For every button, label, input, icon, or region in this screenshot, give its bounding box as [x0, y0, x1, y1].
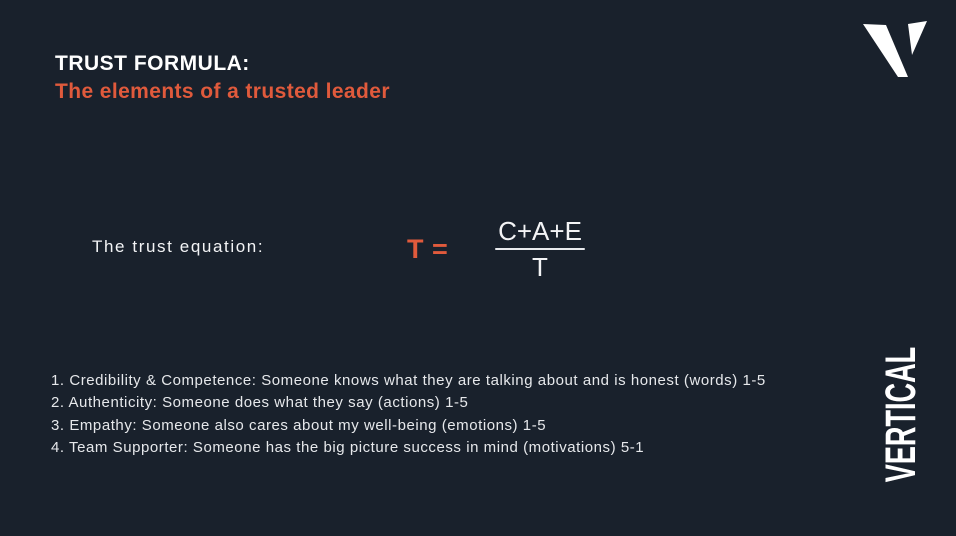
equation-label: The trust equation:: [92, 237, 265, 256]
vertical-v-logo-icon: [863, 21, 927, 77]
equation-fraction: [495, 217, 585, 281]
list-item-authenticity: 2. Authenticity: Someone does what they say (actions) 1-5: [51, 394, 469, 412]
slide-title: TRUST FORMULA:: [55, 52, 250, 75]
vertical-wordmark-text: VERTICAL: [876, 347, 925, 483]
trust-elements-list: [51, 370, 766, 459]
list-item-credibility: 1. Credibility & Competence: Someone knows what they are talking about and is honest (words) 1-5: [51, 372, 766, 389]
list-item-empathy: 3. Empathy: Someone also cares about my well-being (emotions) 1-5: [51, 416, 547, 434]
equation-lhs: T =: [407, 234, 449, 264]
slide-subtitle: The elements of a trusted leader: [55, 80, 390, 103]
fraction-divider-line: [495, 248, 585, 250]
equation-denominator: T: [532, 252, 548, 282]
list-item-team-supporter: 4. Team Supporter: Someone has the big picture success in mind (motivations) 5-1: [51, 438, 645, 456]
title-block: [55, 50, 390, 106]
equation-numerator: C+A+E: [498, 216, 582, 246]
